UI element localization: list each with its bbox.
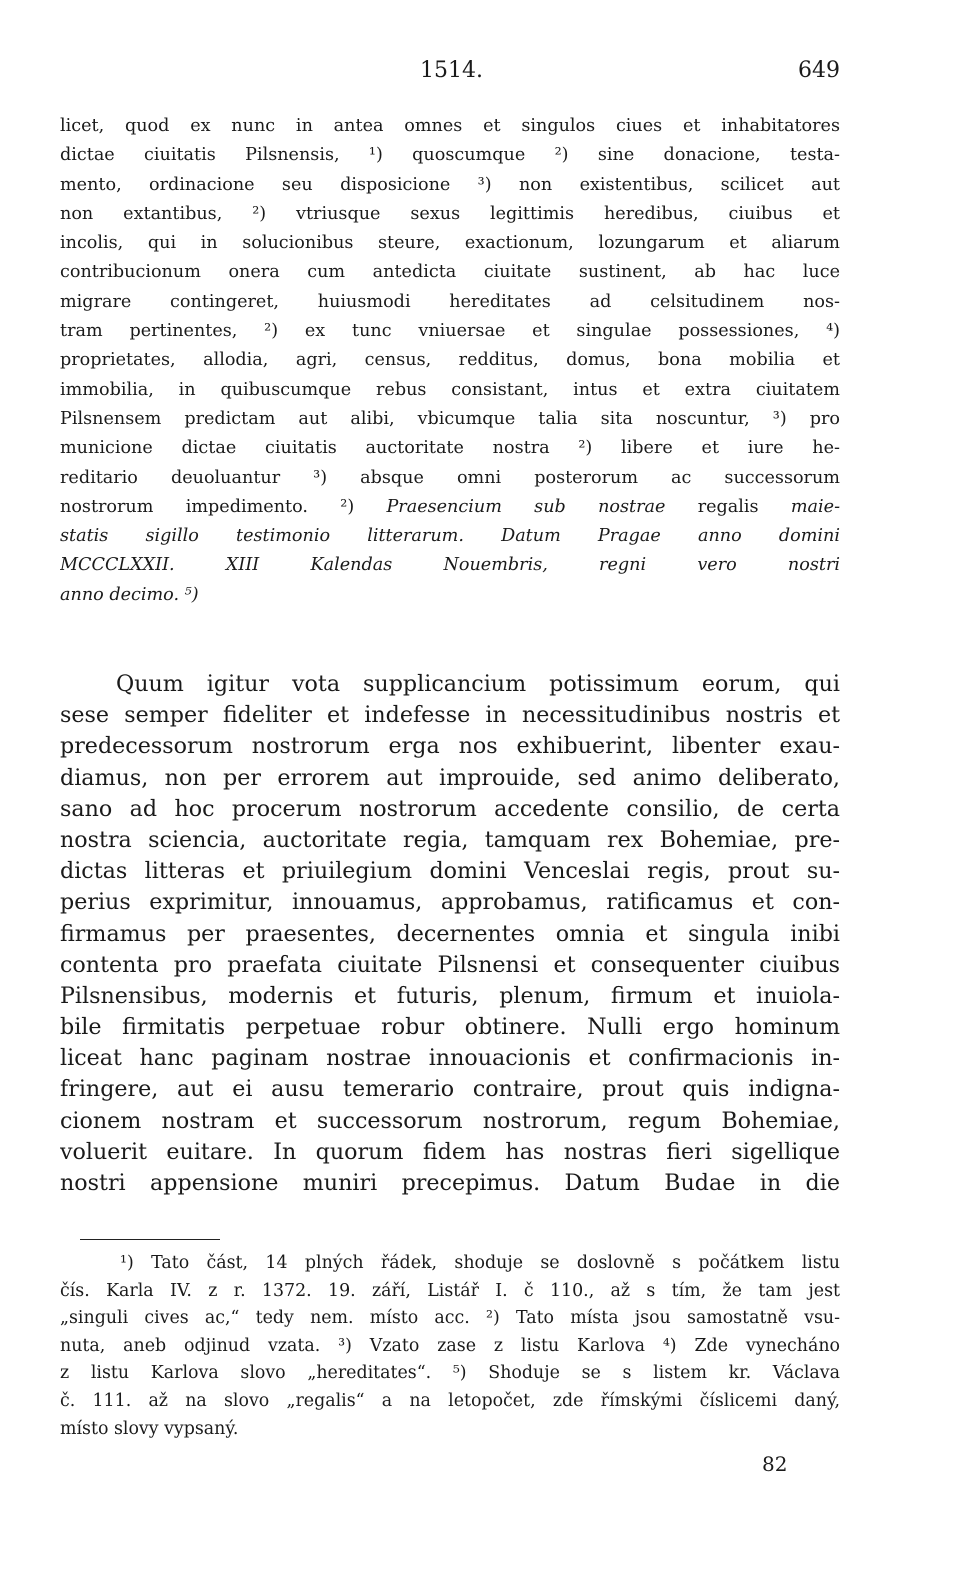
text-line: mento, ordinacione seu disposicione ³) non existentibus, scilicet aut — [60, 174, 840, 195]
text-line: bile firmitatis perpetuae robur obtinere. Nulli ergo hominum — [60, 1014, 840, 1041]
text-line: Quum igitur vota supplicancium potissimum eorum, qui — [116, 671, 840, 697]
text-line: predecessorum nostrorum erga nos exhibuerint, libenter exau- — [60, 733, 840, 760]
footnotes — [60, 1250, 840, 1443]
footnote-line: z listu Karlova slovo „hereditates“. ⁵) Shoduje se s listem kr. Václava — [60, 1363, 840, 1384]
text-line: dictae ciuitatis Pilsnensis, ¹) quoscumque ²) sine donacione, testa- — [60, 145, 840, 166]
text-line: voluerit euitare. In quorum fidem has nostras fieri sigellique — [60, 1138, 840, 1165]
text-line: licet, quod ex nunc in antea omnes et singulos ciues et inhabitatores — [60, 116, 840, 136]
text-line: contribucionum onera cum antedicta ciuitate sustinent, ab hac luce — [60, 262, 840, 283]
text-line: reditario deuoluantur ³) absque omni posterorum ac successorum — [60, 467, 840, 488]
header-year: 1514. — [420, 58, 483, 83]
text-line: contenta pro praefata ciuitate Pilsnensi et consequenter ciuibus — [60, 951, 840, 978]
text-line: Pilsnensem predictam aut alibi, vbicumque talia sita noscuntur, ³) pro — [60, 408, 840, 429]
text-line: diamus, non per errorem aut improuide, sed animo deliberato, — [60, 764, 840, 791]
text-line: municione dictae ciuitatis auctoritate nostra ²) libere et iure he- — [60, 438, 840, 459]
signature-mark: 82 — [762, 1452, 788, 1476]
text-line: proprietates, allodia, agri, census, redditus, domus, bona mobilia et — [60, 350, 840, 371]
text-line: perius exprimitur, innouamus, approbamus, ratificamus et con- — [60, 889, 840, 916]
dating-line: anno decimo. ⁵) — [60, 584, 199, 605]
text-line: Pilsnensibus, modernis et futuris, plenum, firmum et inuiola- — [60, 982, 840, 1009]
text-line: fringere, aut ei ausu temerario contraire, prout quis indigna- — [60, 1076, 840, 1103]
charter-text — [60, 112, 840, 610]
text-line: immobilia, in quibuscumque rebus consistant, intus et extra ciuitatem — [60, 379, 840, 400]
footnote-separator — [80, 1239, 220, 1240]
confirmation-text — [60, 669, 840, 1199]
footnote-line: nuta, aneb odjinud vzata. ³) Vzato zase z listu Karlova ⁴) Zde vynecháno — [60, 1335, 840, 1356]
text-line: cionem nostram et successorum nostrorum, regum Bohemiae, — [60, 1107, 840, 1134]
dating-line: statis sigillo testimonio litterarum. Datum Pragae anno domini — [60, 526, 840, 547]
text-line: liceat hanc paginam nostrae innouacionis et confirmacionis in- — [60, 1045, 840, 1072]
text-line: dictas litteras et priuilegium domini Venceslai regis, prout su- — [60, 858, 840, 885]
dating-line: nostrorum impedimento. ²) Praesencium sub nostrae regalis maie- — [60, 496, 840, 517]
footnote-line: č. 111. až na slovo „regalis“ a na letopočet, zde římskými číslicemi daný, — [60, 1390, 840, 1411]
text-line: incolis, qui in solucionibus steure, exactionum, lozungarum et aliarum — [60, 233, 840, 254]
footnote-line: místo slovy vypsaný. — [60, 1418, 239, 1439]
text-line: nostri appensione muniri precepimus. Datum Budae in die — [60, 1170, 840, 1196]
footnote-line: čís. Karla IV. z r. 1372. 19. září, Listář I. č 110., až s tím, že tam jest — [60, 1280, 840, 1301]
text-line: migrare contingeret, huiusmodi hereditates ad celsitudinem nos- — [60, 291, 840, 312]
running-head — [60, 58, 840, 86]
dating-line: MCCCLXXII. XIII Kalendas Nouembris, regni vero nostri — [60, 555, 840, 576]
footnote-line: ¹) Tato část, 14 plných řádek, shoduje se doslovně s počátkem listu — [120, 1253, 840, 1273]
text-line: sano ad hoc procerum nostrorum accedente consilio, de certa — [60, 795, 840, 822]
text-line: firmamus per praesentes, decernentes omnia et singula inibi — [60, 920, 840, 947]
text-line: sese semper fideliter et indefesse in necessitudinibus nostris et — [60, 702, 840, 729]
text-line: nostra sciencia, auctoritate regia, tamquam rex Bohemiae, pre- — [60, 826, 840, 853]
page-number: 649 — [798, 58, 840, 83]
text-line: tram pertinentes, ²) ex tunc vniuersae et singulae possessiones, ⁴) — [60, 321, 840, 342]
footnote-line: „singuli cives ac,“ tedy nem. místo acc. ²) Tato místa jsou samostatně vsu- — [60, 1308, 840, 1329]
text-line: non extantibus, ²) vtriusque sexus legittimis heredibus, ciuibus et — [60, 203, 840, 224]
